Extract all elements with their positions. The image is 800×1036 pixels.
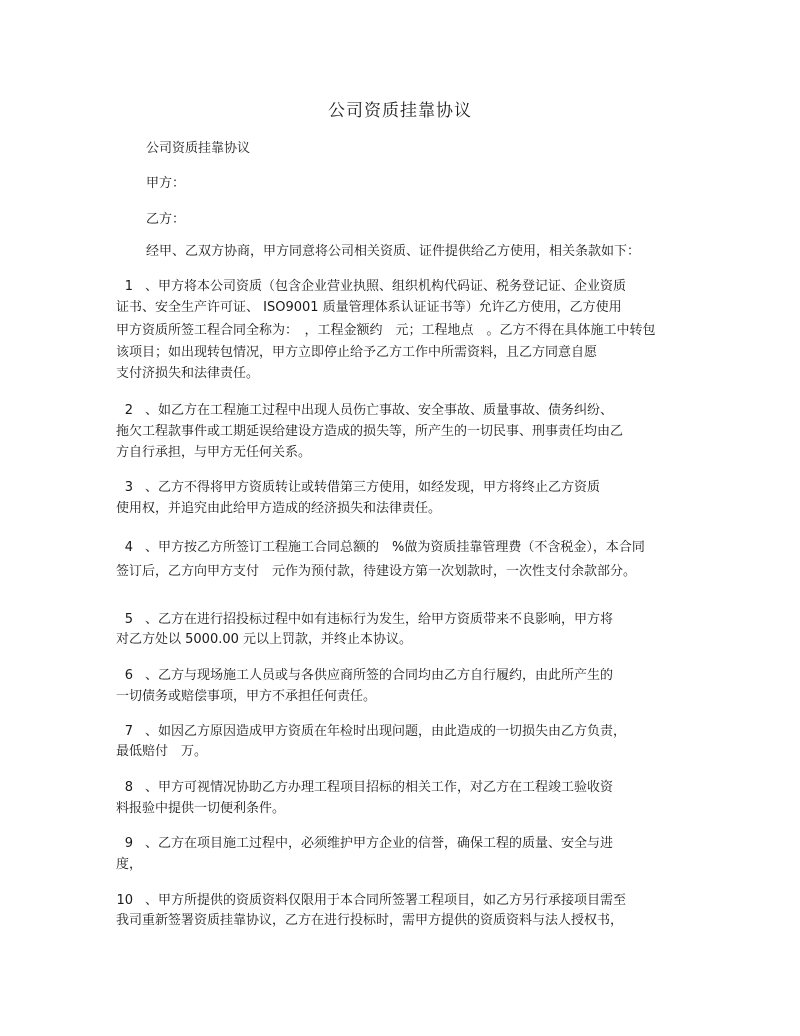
clause-1-line-5: 支付济损失和法律责任。 [116, 366, 260, 381]
document-title: 公司资质挂靠协议 [328, 101, 472, 121]
party-b-label: 乙方： [146, 212, 186, 227]
clause-number: 2 [124, 403, 133, 418]
clause-3-line-2: 使用权，并追究由此给甲方造成的经济损失和法律责任。 [116, 501, 442, 516]
clause-1-line-1 [107, 276, 626, 298]
clause-5-line-1 [107, 609, 613, 631]
document-subtitle: 公司资质挂靠协议 [146, 141, 251, 156]
clause-2-line-3: 方自行承担，与甲方无任何关系。 [116, 445, 312, 460]
clause-6-line-2: 一切债务或赔偿事项，甲方不承担任何责任。 [116, 689, 377, 704]
clause-number: 9 [124, 836, 133, 851]
clause-number: 10 [116, 893, 133, 908]
clause-9-line-1 [107, 833, 613, 855]
clause-number: 1 [124, 279, 133, 294]
clause-2-line-1 [107, 400, 613, 422]
clause-text: 、甲方可视情况协助乙方办理工程项目招标的相关工作，对乙方在工程竣工验收资 [145, 780, 614, 795]
clause-1-line-3: 甲方资质所签工程合同全称为： ，工程金额约 元；工程地点 。乙方不得在具体施工中转包 [116, 323, 656, 338]
clause-5-line-2: 对乙方处以 5000.00 元以上罚款，并终止本协议。 [116, 632, 413, 647]
clause-9-line-2: 度， [116, 857, 143, 872]
clause-text: 、乙方在项目施工过程中，必须维护甲方企业的信誉，确保工程的质量、安全与进 [145, 836, 614, 851]
clause-number: 7 [124, 724, 133, 739]
clause-6-line-1 [107, 665, 613, 687]
clause-text: 、乙方在进行招投标过程中如有违标行为发生，给甲方资质带来不良影响，甲方将 [145, 612, 614, 627]
clause-4-line-1 [107, 537, 645, 559]
clause-10-line-2: 我司重新签署资质挂靠协议，乙方在进行投标时，需甲方提供的资质资料与法人授权书， [116, 913, 624, 928]
clause-4-line-2: 签订后，乙方向甲方支付 元作为预付款，待建设方第一次划款时，一次性支付余款部分。 [116, 564, 637, 579]
clause-8-line-1 [107, 777, 613, 799]
clause-7-line-1 [107, 721, 626, 743]
clause-number: 8 [124, 780, 133, 795]
clause-text: 、如乙方在工程施工过程中出现人员伤亡事故、安全事故、质量事故、债务纠纷、 [145, 403, 614, 418]
clause-8-line-2: 料报验中提供一切便利条件。 [116, 801, 286, 816]
clause-text: 、甲方将本公司资质（包含企业营业执照、组织机构代码证、税务登记证、企业资质 [145, 279, 627, 294]
clause-number: 4 [124, 540, 133, 555]
clause-text: 、甲方所提供的资质资料仅限用于本合同所签署工程项目，如乙方另行承接项目需至 [145, 893, 627, 908]
intro-paragraph: 经甲、乙双方协商，甲方同意将公司相关资质、证件提供给乙方使用，相关条款如下： [146, 244, 641, 259]
clause-10-line-1 [107, 890, 626, 912]
clause-2-line-2: 拖欠工程款事件或工期延误给建设方造成的损失等，所产生的一切民事、刑事责任均由乙 [116, 424, 624, 439]
clause-3-line-1 [107, 477, 600, 499]
clause-1-line-4: 该项目；如出现转包情况，甲方立即停止给予乙方工作中所需资料，且乙方同意自愿 [116, 345, 598, 360]
clause-number: 5 [124, 612, 133, 627]
clause-number: 3 [124, 480, 133, 495]
clause-text: 、如因乙方原因造成甲方资质在年检时出现问题，由此造成的一切损失由乙方负责， [145, 724, 627, 739]
clause-number: 6 [124, 668, 133, 683]
party-a-label: 甲方： [146, 176, 186, 191]
clause-1-line-2: 证书、安全生产许可证、 ISO9001 质量管理体系认证证书等）允许乙方使用，乙方使用 [116, 300, 622, 315]
clause-7-line-2: 最低赔付 万。 [116, 744, 208, 759]
clause-text: 、甲方按乙方所签订工程施工合同总额的 %做为资质挂靠管理费（不含税金），本合同 [145, 540, 645, 555]
clause-text: 、乙方与现场施工人员或与各供应商所签的合同均由乙方自行履约，由此所产生的 [145, 668, 614, 683]
clause-text: 、乙方不得将甲方资质转让或转借第三方使用，如经发现，甲方将终止乙方资质 [145, 480, 601, 495]
